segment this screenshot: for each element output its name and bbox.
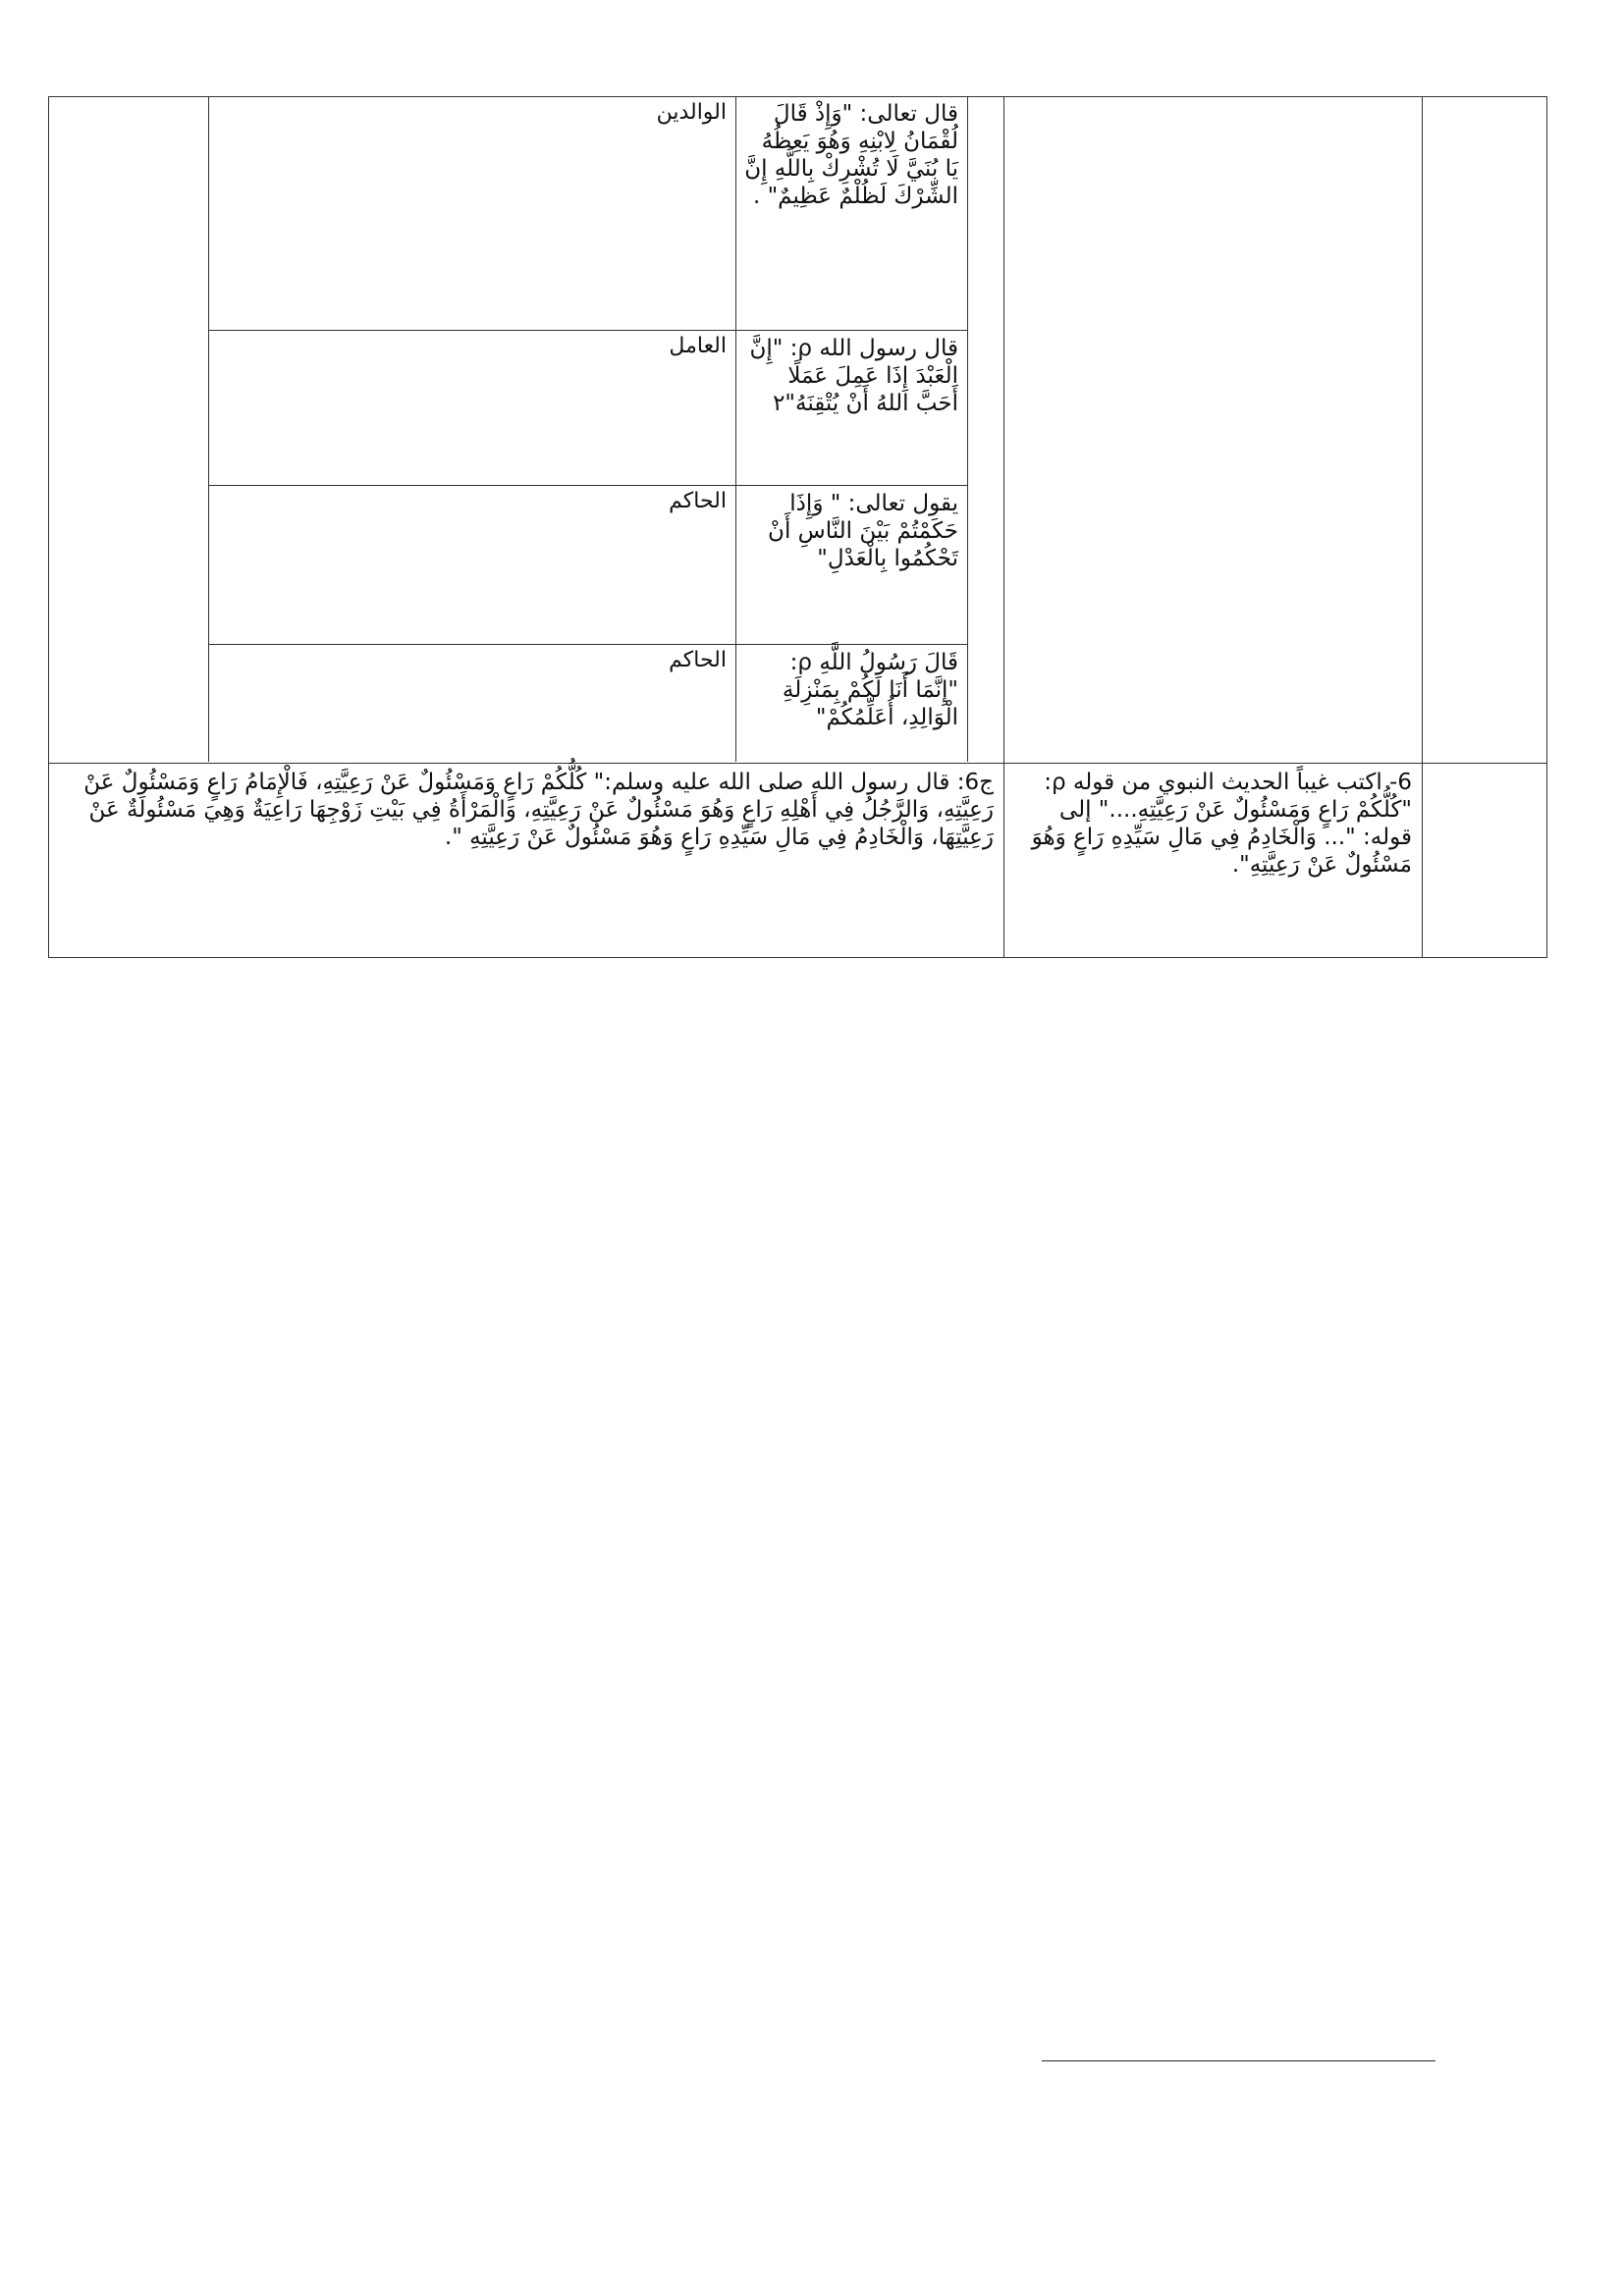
answer-6: ج6: قال رسول الله صلى الله عليه وسلم:" كُلُّكُمْ رَاعٍ وَمَسْئُولٌ عَنْ رَعِيَّتِهِ، فَالْإِمَامُ رَاعٍ وَمَسْئُولٌ عَنْ رَعِيَّتِهِ، وَالرَّجُلُ فِي أَهْلِهِ رَاعٍ وَهُوَ مَسْئُولٌ عَنْ رَعِيَّتِهِ، وَالْمَرْأَةُ فِي بَيْتِ زَوْجِهَا رَاعِيَةٌ وَهِيَ مَسْئُولَةٌ عَنْ رَعِيَّتِهَا، وَالْخَادِمُ فِي مَالِ سَيِّدِهِ رَاعٍ وَهُوَ مَسْئُولٌ عَنْ رَعِيَّتِهِ ". (83, 770, 994, 850)
inner-row-divider (208, 485, 967, 486)
role-label-ruler-2: الحاكم (669, 648, 727, 672)
role-label-parents: الوالدين (656, 100, 727, 125)
hadith-cell-worker: قال رسول الله ρ: "إِنَّ الْعَبْدَ إِذَا عَمِلَ عَمَلًا أَحَبَّ اللهُ أَنْ يُتْقِنَهُ"٢ (749, 336, 958, 416)
role-label-ruler: الحاكم (669, 489, 727, 513)
question-6: 6- اكتب غيباً الحديث النبوي من قوله ρ: "كُلُّكُمْ رَاعٍ وَمَسْئُولٌ عَنْ رَعِيَّتِهِ...." إلى قوله: "... وَالْخَادِمُ فِي مَالِ سَيِّدِهِ رَاعٍ وَهُوَ مَسْئُولٌ عَنْ رَعِيَّتِهِ". (1031, 770, 1412, 878)
verse-cell-parents: قال تعالى: "وَإِذْ قَالَ لُقْمَانُ لِابْنِهِ وَهُوَ يَعِظُهُ يَا بُنَيَّ لَا تُشْرِكْ بِاللَّهِ إِنَّ الشِّرْكَ لَظُلْمٌ عَظِيمٌ" . (744, 101, 958, 209)
verse-cell-ruler: يقول تعالى: " وَإِذَا حَكَمْتُمْ بَيْنَ النَّاسِ أَنْ تَحْكُمُوا بِالْعَدْلِ" (768, 491, 958, 571)
column-divider (1422, 96, 1423, 958)
row-divider (48, 763, 1547, 764)
inner-row-divider (208, 330, 967, 331)
inner-table-divider (967, 96, 968, 762)
role-label-worker: العامل (669, 334, 727, 358)
footnote-separator (1042, 2060, 1435, 2061)
inner-table-divider (735, 96, 736, 762)
inner-table-divider (208, 96, 209, 762)
column-divider (1003, 96, 1004, 958)
hadith-cell-ruler: قَالَ رَسُولُ اللَّهِ ρ: "إِنَّمَا أَنَا لَكُمْ بِمَنْزِلَةِ الْوَالِدِ، أُعَلِّمُكُمْ" (782, 650, 958, 730)
inner-row-divider (208, 644, 967, 645)
